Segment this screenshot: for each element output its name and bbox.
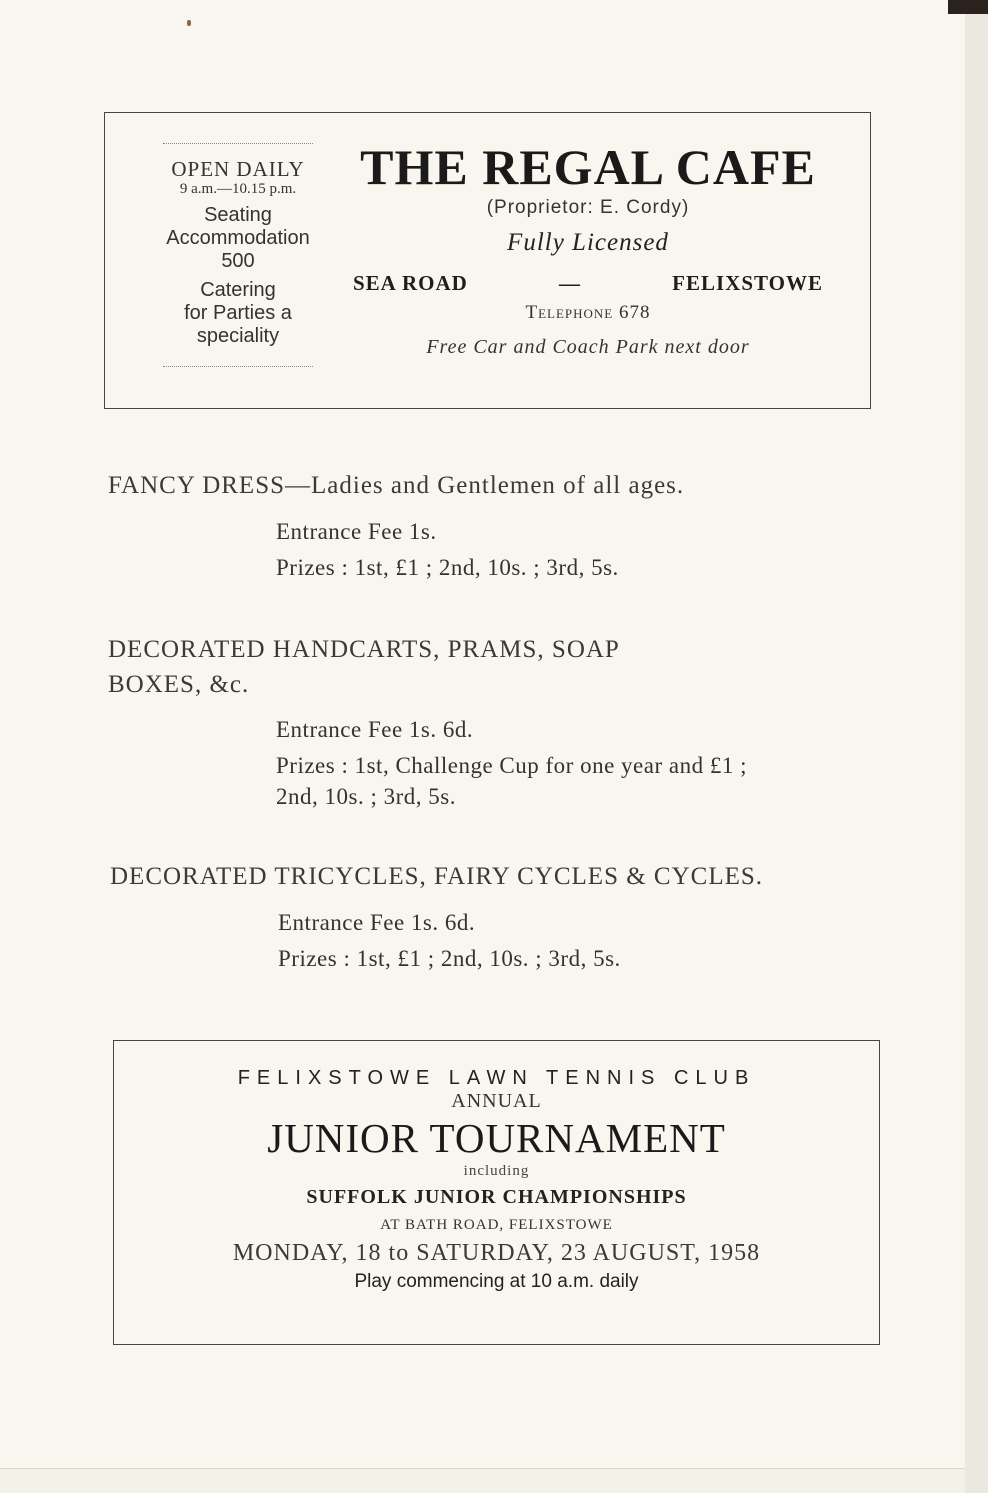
event-heading-handcarts-cont: BOXES, &c. [108, 671, 250, 698]
event-fee: Entrance Fee 1s. [276, 519, 437, 544]
binding-corner [948, 0, 988, 14]
event-fee: Entrance Fee 1s. 6d. [276, 717, 474, 742]
cafe-details [353, 137, 823, 359]
catering-line-2: for Parties a [184, 302, 292, 324]
seating-line-1: Seating [204, 204, 272, 226]
event-heading-fancy-dress: FANCY DRESS—Ladies and Gentlemen of all ages. [108, 472, 685, 499]
event-prizes-cont: 2nd, 10s. ; 3rd, 5s. [276, 784, 456, 809]
telephone: Telephone 678 [525, 302, 651, 323]
event-prizes: Prizes : 1st, £1 ; 2nd, 10s. ; 3rd, 5s. [276, 555, 619, 580]
seating-line-3: 500 [221, 250, 255, 272]
annual-label: ANNUAL [451, 1090, 542, 1112]
page-edge [965, 0, 988, 1493]
dotted-rule-bottom [163, 366, 313, 367]
tournament-dates: MONDAY, 18 to SATURDAY, 23 AUGUST, 1958 [232, 1240, 761, 1266]
event-heading-cycles: DECORATED TRICYCLES, FAIRY CYCLES & CYCLES. [110, 863, 764, 890]
licensed-label: Fully Licensed [507, 229, 669, 256]
opening-hours: 9 a.m.—10.15 p.m. [179, 181, 297, 197]
cafe-title: THE REGAL CAFE [360, 139, 816, 195]
address-road: SEA ROAD [353, 271, 468, 295]
opening-info [153, 143, 323, 367]
address-town: FELIXSTOWE [672, 271, 823, 295]
championships-title: SUFFOLK JUNIOR CHAMPIONSHIPS [306, 1186, 687, 1208]
paper-speck [187, 20, 191, 26]
seating-line-2: Accommodation [166, 227, 310, 249]
parking-note: Free Car and Coach Park next door [426, 336, 750, 358]
catering-line-1: Catering [200, 279, 276, 301]
address-row [353, 271, 823, 296]
event-fee: Entrance Fee 1s. 6d. [278, 910, 476, 935]
club-name: FELIXSTOWE LAWN TENNIS CLUB [237, 1067, 756, 1089]
event-heading-handcarts: DECORATED HANDCARTS, PRAMS, SOAP [108, 636, 620, 663]
catering-line-3: speciality [196, 325, 280, 347]
event-prizes: Prizes : 1st, £1 ; 2nd, 10s. ; 3rd, 5s. [278, 946, 621, 971]
event-prizes: Prizes : 1st, Challenge Cup for one year and £1 ; [276, 753, 747, 778]
including-label: including [463, 1163, 530, 1179]
venue: AT BATH ROAD, FELIXSTOWE [380, 1217, 613, 1233]
proprietor: (Proprietor: E. Cordy) [486, 197, 690, 218]
regal-cafe-advert [104, 112, 871, 409]
open-daily-label: OPEN DAILY [171, 157, 305, 181]
play-times: Play commencing at 10 a.m. daily [354, 1271, 639, 1292]
tournament-title: JUNIOR TOURNAMENT [267, 1115, 726, 1161]
dotted-rule-top [163, 143, 313, 144]
tennis-tournament-advert [113, 1040, 880, 1345]
address-dash: — [558, 271, 581, 295]
